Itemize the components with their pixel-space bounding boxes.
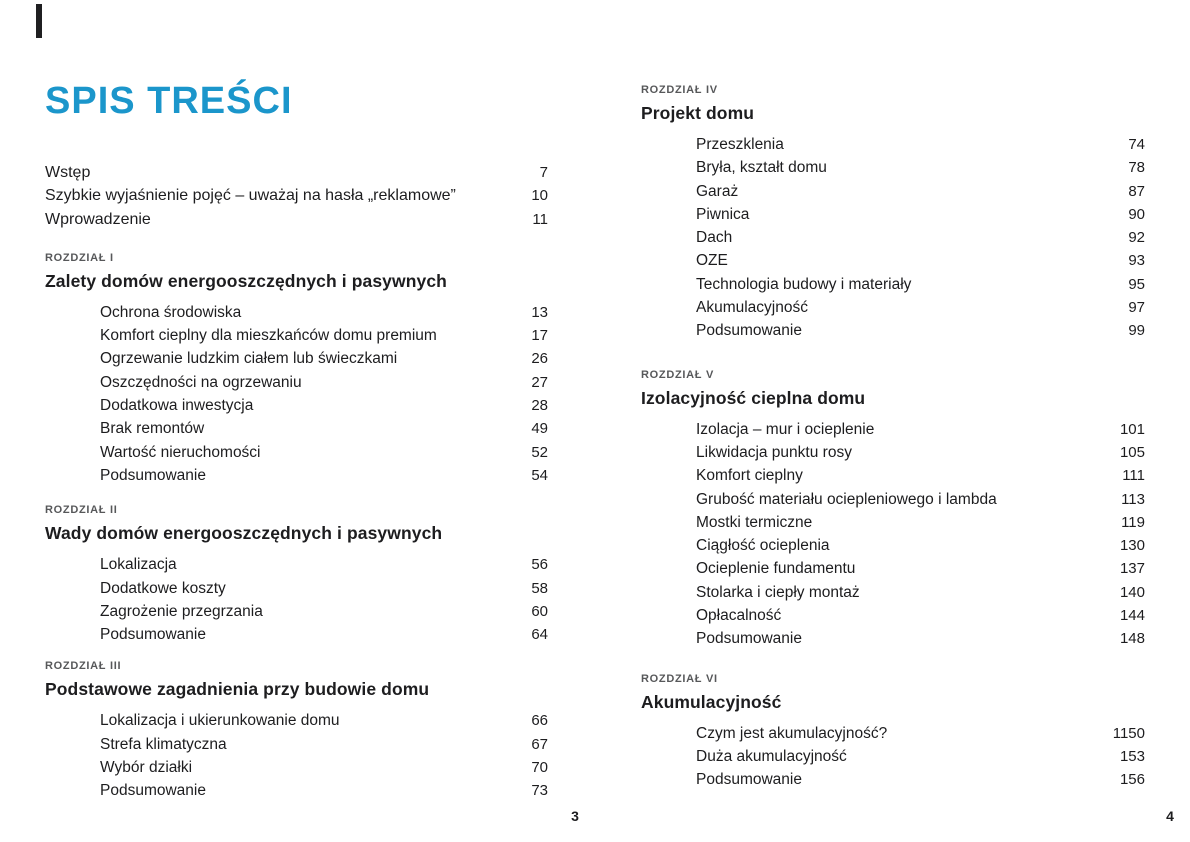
toc-entry: [641, 319, 1145, 342]
toc-entry-label: Czym jest akumulacyjność?: [696, 724, 888, 742]
toc-entry: [45, 623, 548, 646]
chapter-title: Projekt domu: [641, 103, 755, 123]
toc-entry-label: Podsumowanie: [696, 630, 802, 648]
toc-entry-label: Duża akumulacyjność: [696, 747, 847, 765]
chapter-entries: [45, 709, 548, 802]
toc-entry-label: Ogrzewanie ludzkim ciałem lub świeczkami: [100, 350, 398, 368]
toc-entry: [641, 511, 1145, 534]
toc-entry-page: 148: [1119, 630, 1145, 648]
right-page-column: [641, 0, 1145, 792]
toc-entry: [45, 417, 548, 440]
toc-entry-page: 58: [531, 579, 548, 597]
toc-entry: [641, 180, 1145, 203]
toc-entry: [641, 296, 1145, 319]
toc-entry: [641, 133, 1145, 156]
toc-entry: [641, 488, 1145, 511]
toc-entry: [641, 249, 1145, 272]
toc-entry-page: 156: [1119, 771, 1145, 789]
toc-entry: [45, 441, 548, 464]
chapter-title: Akumulacyjność: [641, 691, 782, 712]
toc-entry-page: 92: [1128, 229, 1145, 247]
chapter-title: Podstawowe zagadnienia przy budowie domu: [45, 679, 430, 700]
toc-entry-page: 60: [531, 602, 548, 620]
toc-entry-page: 11: [532, 210, 548, 228]
chapter-title: Izolacyjność cieplna domu: [641, 387, 866, 408]
toc-entry-page: 95: [1128, 275, 1145, 293]
chapter-entries: [641, 722, 1145, 792]
toc-entry: [45, 553, 548, 576]
toc-entry-label: Ochrona środowiska: [100, 303, 242, 321]
toc-entry-page: 10: [531, 187, 548, 205]
toc-entry-label: Podsumowanie: [696, 322, 802, 340]
toc-entry: [641, 722, 1145, 745]
toc-entry-label: Bryła, kształt domu: [696, 159, 827, 177]
toc-entry: [641, 464, 1145, 487]
toc-entry-label: OZE: [696, 252, 728, 270]
toc-entry-label: Garaż: [696, 182, 739, 200]
chapter-entries: [641, 418, 1145, 651]
toc-entry-label: Ocieplenie fundamentu: [696, 560, 856, 578]
chapter-kicker: ROZDZIAŁ IV: [641, 84, 718, 96]
toc-entry: [45, 301, 548, 324]
toc-entry-label: Dach: [696, 229, 733, 247]
toc-entry-page: 56: [531, 556, 548, 574]
toc-entry-page: 66: [531, 712, 548, 730]
toc-entry-label: Zagrożenie przegrzania: [100, 602, 263, 620]
toc-entry: [641, 768, 1145, 791]
toc-entry-page: 52: [531, 443, 548, 461]
toc-entry-label: Lokalizacja i ukierunkowanie domu: [100, 712, 340, 730]
toc-entry-page: 137: [1119, 560, 1145, 578]
toc-entry-label: Akumulacyjność: [696, 299, 808, 317]
toc-entry-page: 111: [1122, 467, 1145, 485]
toc-entry: [641, 418, 1145, 441]
toc-entry-label: Podsumowanie: [100, 466, 206, 484]
toc-entry: [641, 441, 1145, 464]
chapter-section-5: [641, 369, 1145, 651]
toc-entry: [45, 394, 548, 417]
chapter-kicker: ROZDZIAŁ V: [641, 368, 714, 381]
toc-entry-page: 78: [1128, 159, 1145, 177]
toc-entry-label: Grubość materiału ociepleniowego i lambda: [696, 490, 997, 508]
toc-entry-page: 87: [1128, 182, 1145, 200]
chapter-kicker: ROZDZIAŁ III: [45, 660, 122, 673]
toc-entry: [45, 577, 548, 600]
toc-entry: [641, 226, 1145, 249]
chapter-section-2: [45, 504, 548, 646]
page-number-left: 3: [571, 808, 579, 824]
toc-entry-page: 153: [1119, 747, 1145, 765]
toc-entry: [45, 371, 548, 394]
toc-entry-page: 97: [1128, 299, 1145, 317]
chapter-section-3: [45, 660, 548, 802]
toc-entry-label: Przeszklenia: [696, 136, 784, 153]
toc-entry-label: Szybkie wyjaśnienie pojęć – uważaj na hasła „reklamowe”: [45, 187, 456, 205]
toc-entry-page: 13: [531, 303, 548, 321]
toc-entry-page: 140: [1119, 583, 1145, 601]
toc-entry: [641, 156, 1145, 179]
toc-entry-page: 130: [1119, 537, 1145, 555]
chapter-entries: [45, 553, 548, 646]
toc-entry-page: 49: [531, 420, 548, 438]
toc-entry-page: 105: [1119, 443, 1145, 461]
toc-entry-label: Podsumowanie: [100, 626, 206, 644]
toc-entry: [641, 534, 1145, 557]
toc-entry-label: Ciągłość ocieplenia: [696, 537, 830, 555]
toc-entry-label: Wprowadzenie: [45, 210, 151, 228]
chapter-section-1: [45, 252, 548, 487]
toc-entry: [45, 756, 548, 779]
toc-entry-label: Komfort cieplny: [696, 467, 803, 485]
toc-entry-page: 90: [1128, 205, 1145, 223]
toc-entry-label: Wstęp: [45, 164, 91, 181]
toc-entry-label: Dodatkowa inwestycja: [100, 397, 254, 415]
toc-entry-label: Izolacja – mur i ocieplenie: [696, 420, 875, 438]
toc-entry: [45, 709, 548, 732]
left-page-column: [45, 0, 548, 803]
chapter-kicker: ROZDZIAŁ I: [45, 251, 114, 264]
toc-entry-page: 99: [1128, 322, 1145, 340]
toc-entry-page: 67: [531, 735, 548, 753]
toc-entry-label: Likwidacja punktu rosy: [696, 443, 852, 461]
toc-entry: [641, 581, 1145, 604]
toc-entry-label: Mostki termiczne: [696, 513, 813, 531]
toc-entry-page: 1150: [1112, 724, 1145, 742]
toc-entry-label: Komfort cieplny dla mieszkańców domu premium: [100, 327, 437, 345]
toc-entry-label: Strefa klimatyczna: [100, 735, 227, 753]
toc-entry-page: 113: [1121, 490, 1145, 508]
text-cursor-artifact: [36, 4, 42, 38]
toc-entry: [641, 273, 1145, 296]
toc-entry-label: Dodatkowe koszty: [100, 579, 226, 597]
toc-page-title: SPIS TREŚCI: [45, 80, 293, 122]
toc-entry: [45, 161, 548, 184]
toc-entry-page: 74: [1128, 136, 1145, 153]
front-matter-list: [45, 161, 548, 231]
toc-entry: [45, 324, 548, 347]
toc-entry: [45, 464, 548, 487]
toc-entry-label: Podsumowanie: [696, 771, 802, 789]
toc-entry: [45, 600, 548, 623]
toc-entry-page: 101: [1119, 420, 1145, 438]
toc-entry-label: Wartość nieruchomości: [100, 443, 261, 461]
toc-entry-label: Opłacalność: [696, 607, 782, 625]
toc-entry-page: 73: [531, 782, 548, 800]
toc-entry: [45, 733, 548, 756]
toc-entry-label: Podsumowanie: [100, 782, 206, 800]
toc-entry: [641, 604, 1145, 627]
toc-entry-label: Technologia budowy i materiały: [696, 275, 912, 293]
toc-entry: [45, 779, 548, 802]
toc-entry-page: 93: [1128, 252, 1145, 270]
toc-entry-label: Wybór działki: [100, 759, 193, 777]
toc-entry-page: 27: [531, 373, 548, 391]
chapter-entries: [45, 301, 548, 487]
toc-entry-label: Piwnica: [696, 205, 750, 223]
toc-entry-page: 7: [539, 164, 548, 181]
toc-entry-page: 119: [1121, 513, 1145, 531]
toc-entry: [45, 208, 548, 231]
page-number-right: 4: [1166, 808, 1174, 824]
toc-entry: [641, 557, 1145, 580]
chapter-kicker: ROZDZIAŁ II: [45, 504, 118, 517]
toc-entry-page: 64: [531, 626, 548, 644]
toc-entry: [641, 203, 1145, 226]
chapter-section-6: [641, 673, 1145, 792]
chapter-entries: [641, 133, 1145, 343]
toc-entry: [641, 745, 1145, 768]
toc-entry-page: 70: [531, 759, 548, 777]
toc-entry-label: Oszczędności na ogrzewaniu: [100, 373, 302, 391]
chapter-kicker: ROZDZIAŁ VI: [641, 672, 718, 685]
toc-entry-label: Lokalizacja: [100, 556, 177, 574]
toc-entry-label: Brak remontów: [100, 420, 205, 438]
toc-entry: [45, 184, 548, 207]
toc-entry-page: 17: [531, 327, 548, 345]
toc-entry-label: Stolarka i ciepły montaż: [696, 583, 860, 601]
toc-entry-page: 26: [531, 350, 548, 368]
toc-entry: [45, 347, 548, 370]
chapter-section-4: [641, 84, 1145, 343]
chapter-title: Wady domów energooszczędnych i pasywnych: [45, 523, 443, 544]
chapter-title: Zalety domów energooszczędnych i pasywnych: [45, 270, 447, 291]
toc-entry-page: 54: [531, 466, 548, 484]
toc-entry: [641, 627, 1145, 650]
toc-entry-page: 144: [1119, 607, 1145, 625]
toc-entry-page: 28: [531, 397, 548, 415]
